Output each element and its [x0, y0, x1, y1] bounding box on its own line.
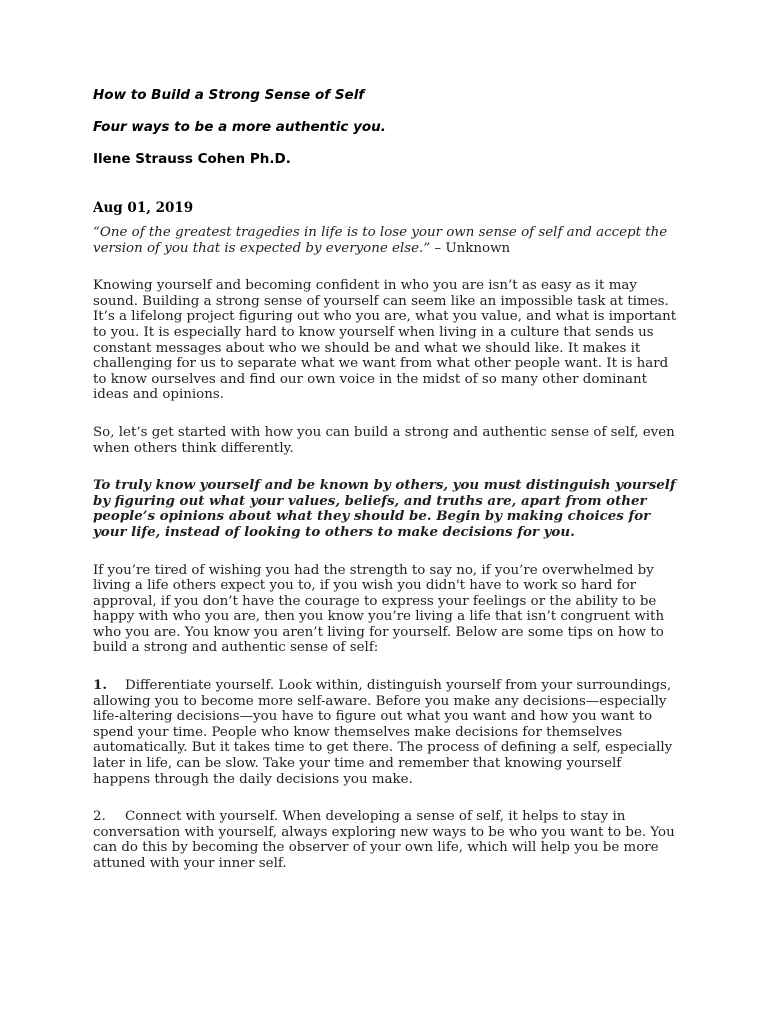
tip-number: 1. — [93, 677, 107, 694]
emphasis-paragraph: To truly know yourself and be known by others, you must distinguish yourself by figuring out what your values, beliefs, and truths are, apart from other people’s opinions about what they should be. Begin by making choices for your life, instead of looking to others to make decisions for you. — [93, 477, 676, 540]
quote-text: “One of the greatest tragedies in life is to lose your own sense of self and accept the version of you that is expected by everyone else.” — [93, 225, 668, 256]
tip-text: Connect with yourself. When developing a sense of self, it helps to stay in conversation with yourself, always exploring new ways to be who you want to be. You can do this by becoming the observer of your own life, which will help you be more attuned with your inner self. — [93, 809, 675, 871]
article-subtitle: Four ways to be a more authentic you. — [93, 119, 386, 135]
article-author: Ilene Strauss Cohen Ph.D. — [93, 151, 291, 167]
tip-item-1 — [93, 678, 677, 787]
intro-paragraph: Knowing yourself and becoming confident in who you are isn’t as easy as it may sound. Building a strong sense of yourself can seem like an impossible task at times. It’s a lifelong project figuring out who you are, what you value, and what is important to you. It is especially hard to know yourself when living in a culture that sends us constant messages about who we should be and what we should like. It makes it challenging for us to separate what we want from what other people want. It is hard to know ourselves and find our own voice in the midst of so many other dominant ideas and opinions. — [93, 278, 677, 403]
article-date: Aug 01, 2019 — [93, 200, 194, 216]
start-paragraph: So, let’s get started with how you can build a strong and authentic sense of self, even when others think differently. — [93, 424, 675, 456]
tip-number: 2. — [93, 809, 106, 825]
tip-text: Differentiate yourself. Look within, distinguish yourself from your surroundings, allowing you to become more self-aware. Before you make any decisions—especially life-altering decisions—you have to figure out what you want and how you want to spend your time. People who know themselves make decisions for themselves automatically. But it takes time to get there. The process of defining a self, especially later in life, can be slow. Take your time and remember that knowing yourself happens through the daily decisions you make. — [93, 678, 673, 787]
quote-attribution: – Unknown — [430, 240, 511, 256]
tired-paragraph: If you’re tired of wishing you had the strength to say no, if you’re overwhelmed by living a life others expect you to, if you wish you didn't have to work so hard for approval, if you don’t have the courage to express your feelings or the ability to be happy with who you are, then you know you’re living a life that isn’t congruent with who you are. You know you aren’t living for yourself. Below are some tips on how to build a strong and authentic sense of self: — [93, 562, 665, 656]
tip-item-2 — [93, 809, 677, 871]
article-title: How to Build a Strong Sense of Self — [93, 87, 365, 103]
epigraph-quote — [93, 225, 677, 256]
document-page — [93, 86, 677, 872]
